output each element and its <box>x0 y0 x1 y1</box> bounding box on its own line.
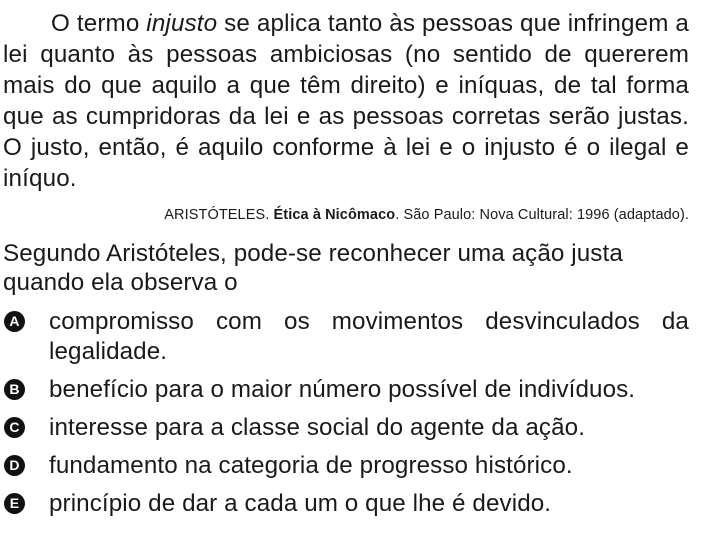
passage-start: O termo <box>51 10 147 37</box>
option-text: interesse para a classe social do agente da ação. <box>49 413 586 441</box>
passage-rest: se aplica tanto às pessoas que infringem a lei quanto às pessoas ambiciosas (no sentido de quererem mais do que aquilo a que têm direito) e iníquas, de tal forma que as cumpridoras da lei e as pessoas corretas serão justas. O justo, então, é aquilo conforme à lei e o injusto é o ilegal e iníquo. <box>3 10 689 192</box>
answer-options <box>3 307 689 518</box>
citation-author: ARISTÓTELES. <box>164 207 274 223</box>
citation <box>3 206 689 224</box>
option-c[interactable] <box>3 413 689 443</box>
option-e[interactable] <box>3 489 689 519</box>
citation-work: Ética à Nicômaco <box>273 207 396 223</box>
option-letter-badge: E <box>4 493 25 514</box>
option-d[interactable] <box>3 451 689 481</box>
option-letter-badge: B <box>4 379 25 400</box>
option-letter-badge: C <box>4 417 25 438</box>
option-b[interactable] <box>3 375 689 405</box>
question-stem: Segundo Aristóteles, pode-se reconhecer uma ação justa quando ela observa o <box>3 240 623 296</box>
option-a[interactable] <box>3 307 689 366</box>
option-text: compromisso com os movimentos desvinculados da legalidade. <box>49 308 689 365</box>
passage <box>3 8 689 194</box>
option-letter-badge: D <box>4 455 25 476</box>
option-text: fundamento na categoria de progresso histórico. <box>49 451 573 479</box>
option-letter-badge: A <box>4 311 25 332</box>
option-text: princípio de dar a cada um o que lhe é devido. <box>49 489 552 517</box>
option-text: benefício para o maior número possível de indivíduos. <box>49 375 636 403</box>
passage-italic-term: injusto <box>146 10 218 37</box>
citation-details: . São Paulo: Nova Cultural: 1996 (adaptado). <box>395 207 689 223</box>
